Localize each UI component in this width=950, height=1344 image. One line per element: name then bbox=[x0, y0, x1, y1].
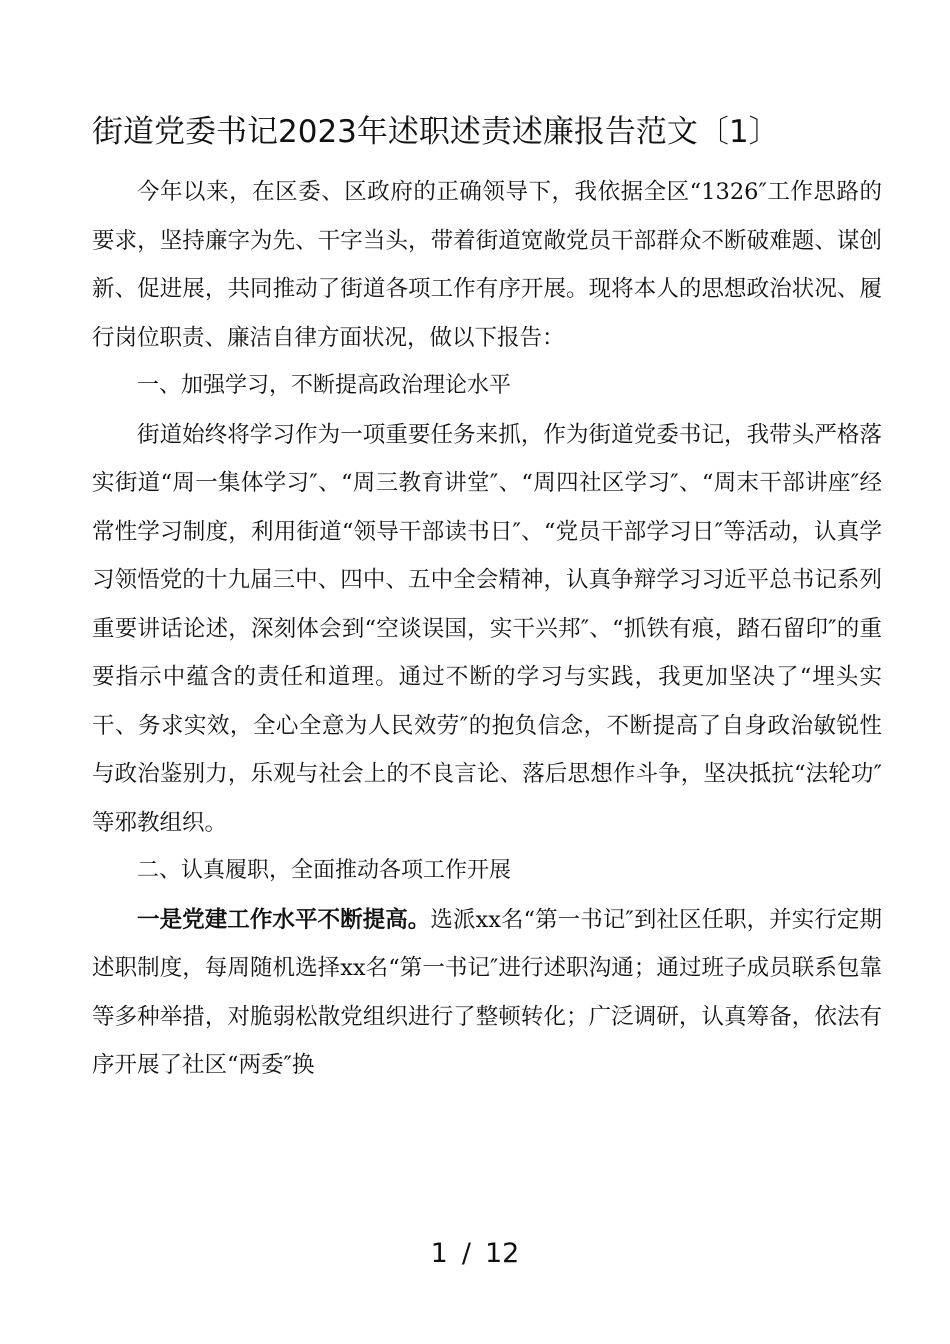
document-title: 街道党委书记2023年述职述责述廉报告范文〔1〕 bbox=[92, 114, 780, 150]
paragraph-intro: 今年以来，在区委、区政府的正确领导下，我依据全区“1326″工作思路的要求，坚持廉字为先、干字当头，带着街道宽敞党员干部群众不断破难题、谋创新、促进展，共同推动了街道各项工作有序开展。现将本人的思想政治状况、履行岗位职责、廉洁自律方面状况，做以下报告： bbox=[92, 179, 882, 351]
paragraph-party-building bbox=[92, 896, 882, 1090]
document-body bbox=[92, 168, 882, 1090]
page-number bbox=[0, 1236, 950, 1272]
page-current: 1 bbox=[430, 1238, 448, 1269]
page-separator: / bbox=[461, 1238, 471, 1269]
paragraph-lead-bold: 一是党建工作水平不断提高。 bbox=[137, 906, 431, 933]
paragraph-study: 街道始终将学习作为一项重要任务来抓，作为街道党委书记，我带头严格落实街道“周一集体学习″、“周三教育讲堂″、“周四社区学习″、“周末干部讲座″经常性学习制度，利用街道“领导干部读书日″、“党员干部学习日″等活动，认真学习领悟党的十九届三中、四中、五中全会精神，认真争辩学习习近平总书记系列重要讲话论述，深刻体会到“空谈误国，实干兴邦″、“抓铁有痕，踏石留印″的重要指示中蕴含的责任和道理。通过不断的学习与实践，我更加坚决了“埋头实干、务求实效，全心全意为人民效劳″的抱负信念，不断提高了自身政治敏锐性与政治鉴别力，乐观与社会上的不良言论、落后思想作斗争，坚决抵抗“法轮功″等邪教组织。 bbox=[92, 421, 882, 836]
section-heading-2: 二、认真履职，全面推动各项工作开展 bbox=[137, 858, 512, 883]
section-heading-1: 一、加强学习，不断提高政治理论水平 bbox=[137, 373, 512, 398]
paragraph-lead-text: 选派xx名“第一书记″到社区任职，并实行定期述职制度，每周随机选择xx名“第一书记″进行述职沟通；通过班子成员联系包靠等多种举措，对脆弱松散党组织进行了整顿转化；广泛调研，认真筹备，依法有序开展了社区“两委″换 bbox=[92, 906, 882, 1078]
page-total: 12 bbox=[484, 1238, 520, 1269]
